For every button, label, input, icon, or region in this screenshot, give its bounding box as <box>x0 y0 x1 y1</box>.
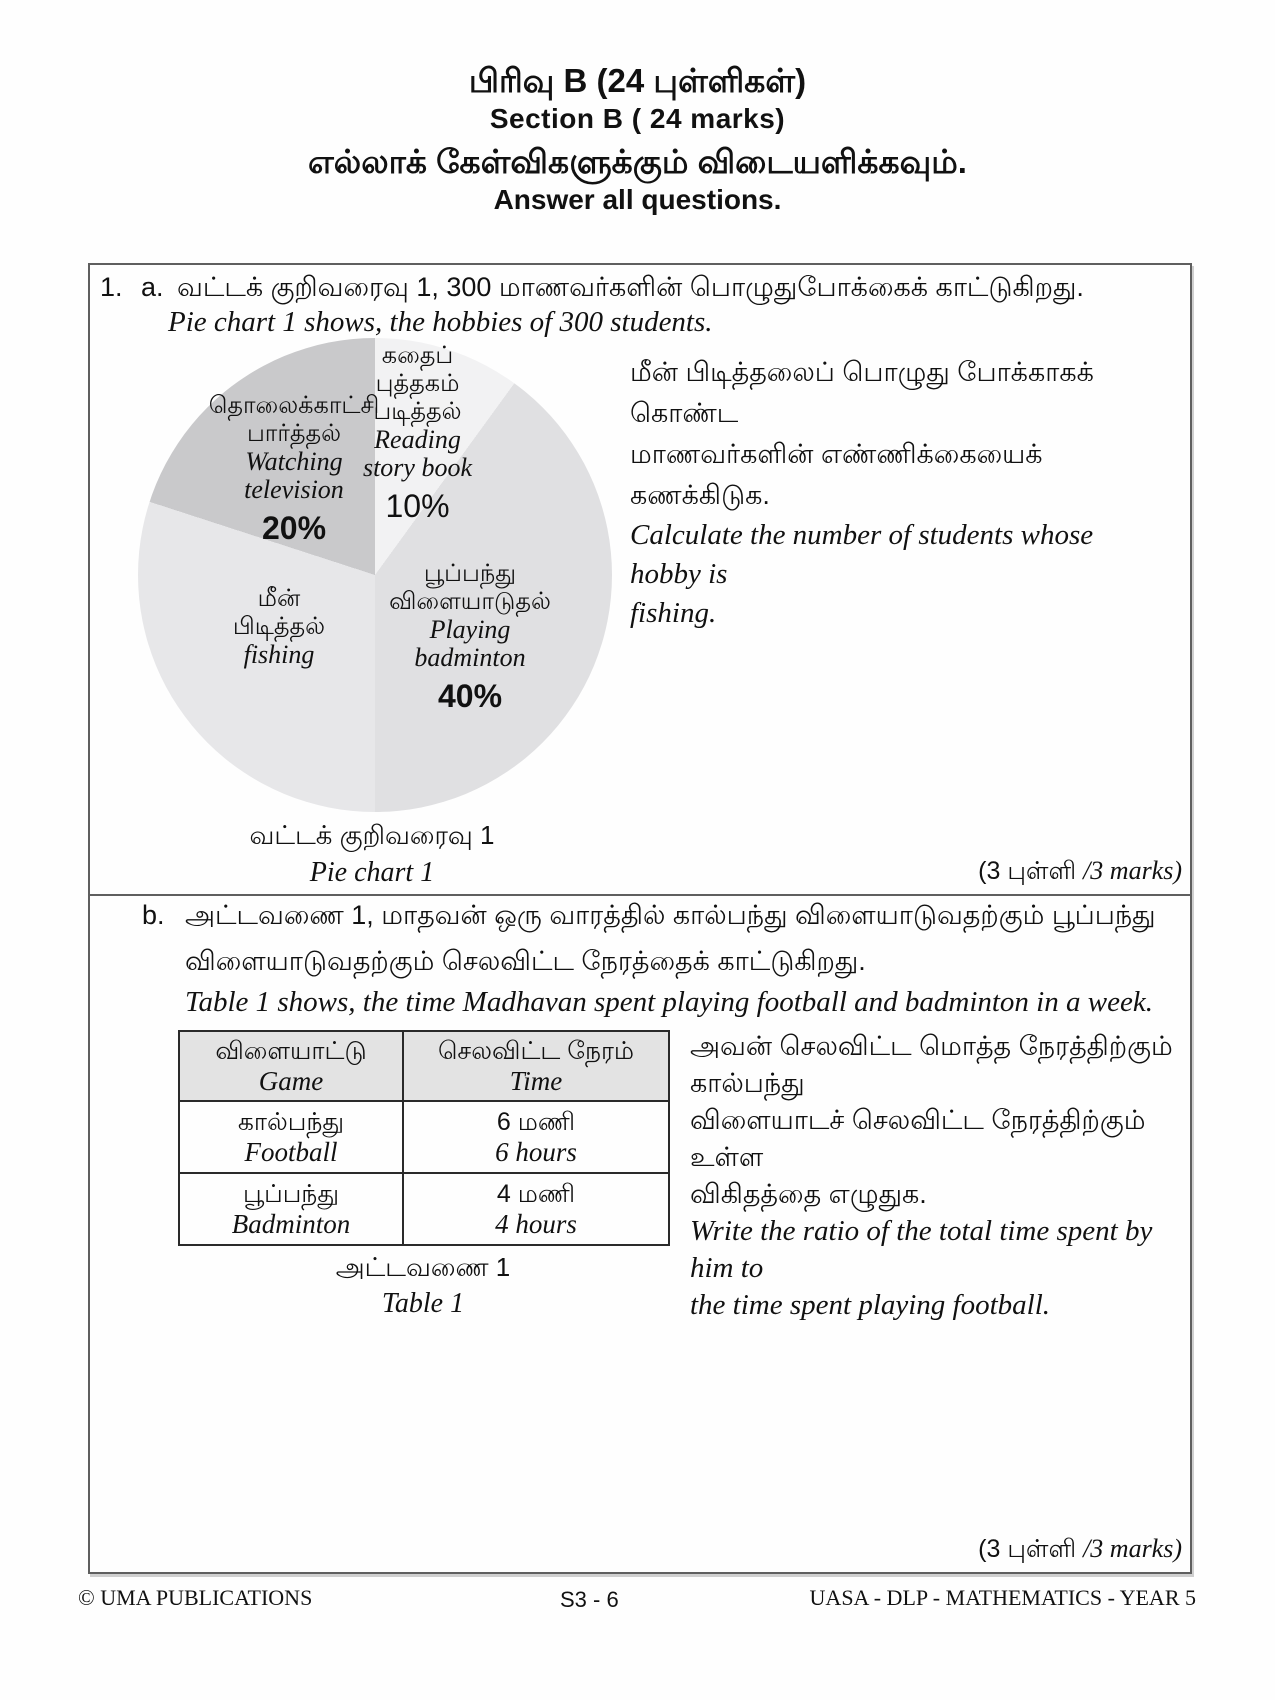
table-cell-time <box>403 1101 669 1173</box>
task-a-tamil-line2: மாணவர்களின் எண்ணிக்கையைக் கணக்கிடுக. <box>630 439 1043 510</box>
data-table <box>178 1030 670 1246</box>
table-header-cell <box>403 1031 669 1101</box>
pie-label-playing-badminton <box>363 560 577 715</box>
cell-text-english: Badminton <box>231 1209 351 1239</box>
table-cell-game <box>179 1173 403 1245</box>
pie-label-text: பிடித்தல் <box>232 613 326 640</box>
pie-label-text: story book <box>362 453 473 482</box>
question-b-prompt-tamil-line2: விளையாடுவதற்கும் செலவிட்ட நேரத்தைக் காட்டுகிறது. <box>185 946 866 976</box>
question-number: 1. <box>100 272 123 302</box>
task-a-english-line2: fishing. <box>630 597 717 629</box>
marks-a-tamil: (3 புள்ளி <box>978 857 1084 885</box>
table-row <box>179 1101 669 1173</box>
table-caption <box>178 1252 668 1320</box>
pie-label-text: தொலைக்காட்சி <box>208 392 380 419</box>
marks-b <box>978 1534 1182 1567</box>
cell-text-tamil: 4 மணி <box>496 1180 576 1208</box>
task-a-tamil-line1: மீன் பிடித்தலைப் பொழுது போக்காகக் கொண்ட <box>630 357 1094 428</box>
pie-label-text: Playing <box>429 615 511 644</box>
pie-label-text: புத்தகம் <box>375 370 460 397</box>
pie-slice-percent: 20% <box>261 510 327 546</box>
marks-b-english: /3 marks) <box>1083 1534 1182 1563</box>
cell-text-tamil: கால்பந்து <box>237 1108 345 1136</box>
question-b-prompt-english: Table 1 shows, the time Madhavan spent playing football and badminton in a week. <box>185 986 1153 1018</box>
footer-page-number: S3 - 6 <box>560 1587 619 1612</box>
cell-text-tamil: 6 மணி <box>496 1108 576 1136</box>
question-b-letter: b. <box>142 900 165 930</box>
question-a-letter: a. <box>141 272 164 302</box>
section-instruction-english: Answer all questions. <box>493 184 782 215</box>
cell-text-english: Football <box>244 1137 338 1167</box>
table-header-row <box>179 1031 669 1101</box>
question-b-task <box>690 1028 1192 1324</box>
task-b-tamil-line1: அவன் செலவிட்ட மொத்த நேரத்திற்கும் கால்பந்து <box>690 1031 1173 1098</box>
pie-label-text: விளையாடுதல் <box>389 588 551 615</box>
pie-slice-percent: 10% <box>385 488 450 524</box>
table-cell-game <box>179 1101 403 1173</box>
pie-label-text: badminton <box>414 643 526 672</box>
table-header-time-tamil: செலவிட்ட நேரம் <box>437 1037 635 1065</box>
pie-label-fishing <box>190 585 368 669</box>
section-title-tamil: பிரிவு B (24 புள்ளிகள்) <box>468 62 807 99</box>
pie-label-text: மீன் <box>257 585 301 612</box>
pie-caption-english: Pie chart 1 <box>309 857 435 888</box>
pie-label-text: கதைப் <box>381 342 454 369</box>
section-title-english: Section B ( 24 marks) <box>489 103 786 134</box>
task-b-english-line2: the time spent playing football. <box>690 1289 1051 1321</box>
pie-label-text: television <box>244 475 344 504</box>
table-header-game-tamil: விளையாட்டு <box>215 1037 367 1065</box>
footer-course: UASA - DLP - MATHEMATICS - YEAR 5 <box>809 1585 1196 1610</box>
part-divider <box>88 894 1192 896</box>
pie-label-text: fishing <box>243 640 315 669</box>
table-cell-time <box>403 1173 669 1245</box>
question-a-prompt-english: Pie chart 1 shows, the hobbies of 300 students. <box>168 306 713 338</box>
table-header-cell <box>179 1031 403 1101</box>
pie-caption <box>222 820 522 889</box>
pie-label-watching-television <box>170 392 418 547</box>
pie-label-text: பூப்பந்து <box>423 560 517 587</box>
pie-label-text: Watching <box>245 447 343 476</box>
cell-text-tamil: பூப்பந்து <box>242 1180 340 1208</box>
section-instruction-tamil: எல்லாக் கேள்விகளுக்கும் விடையளிக்கவும். <box>308 143 967 180</box>
pie-caption-tamil: வட்டக் குறிவரைவு 1 <box>249 820 495 850</box>
cell-text-english: 6 hours <box>495 1137 577 1167</box>
pie-label-text: படித்தல் <box>373 398 462 425</box>
marks-b-tamil: (3 புள்ளி <box>978 1535 1084 1563</box>
marks-a <box>978 856 1182 889</box>
table-caption-tamil: அட்டவணை 1 <box>335 1252 511 1282</box>
task-a-english-line1: Calculate the number of students whose hobby is <box>630 519 1094 590</box>
task-b-tamil-line3: விகிதத்தை எழுதுக. <box>690 1179 927 1209</box>
table-header-game-english: Game <box>258 1066 324 1096</box>
question-a-task <box>630 352 1102 633</box>
table-caption-english: Table 1 <box>381 1288 465 1319</box>
question-b-prompt-tamil-line1: அட்டவணை 1, மாதவன் ஒரு வாரத்தில் கால்பந்து விளையாடுவதற்கும் பூப்பந்து <box>185 900 1156 930</box>
task-b-english-line1: Write the ratio of the total time spent by him to <box>690 1215 1153 1284</box>
table-header-time-english: Time <box>509 1066 563 1096</box>
pie-label-text: Reading <box>374 425 461 454</box>
cell-text-english: 4 hours <box>495 1209 577 1239</box>
question-a-prompt-tamil: வட்டக் குறிவரைவு 1, 300 மாணவர்களின் பொழுதுபோக்கைக் காட்டுகிறது. <box>177 272 1084 302</box>
footer-publisher: © UMA PUBLICATIONS <box>78 1585 313 1610</box>
pie-label-text: பார்த்தல் <box>246 420 342 447</box>
task-b-tamil-line2: விளையாடச் செலவிட்ட நேரத்திற்கும் உள்ள <box>690 1105 1146 1172</box>
marks-a-english: /3 marks) <box>1083 856 1182 885</box>
table-row <box>179 1173 669 1245</box>
pie-slice-percent: 40% <box>437 678 503 714</box>
